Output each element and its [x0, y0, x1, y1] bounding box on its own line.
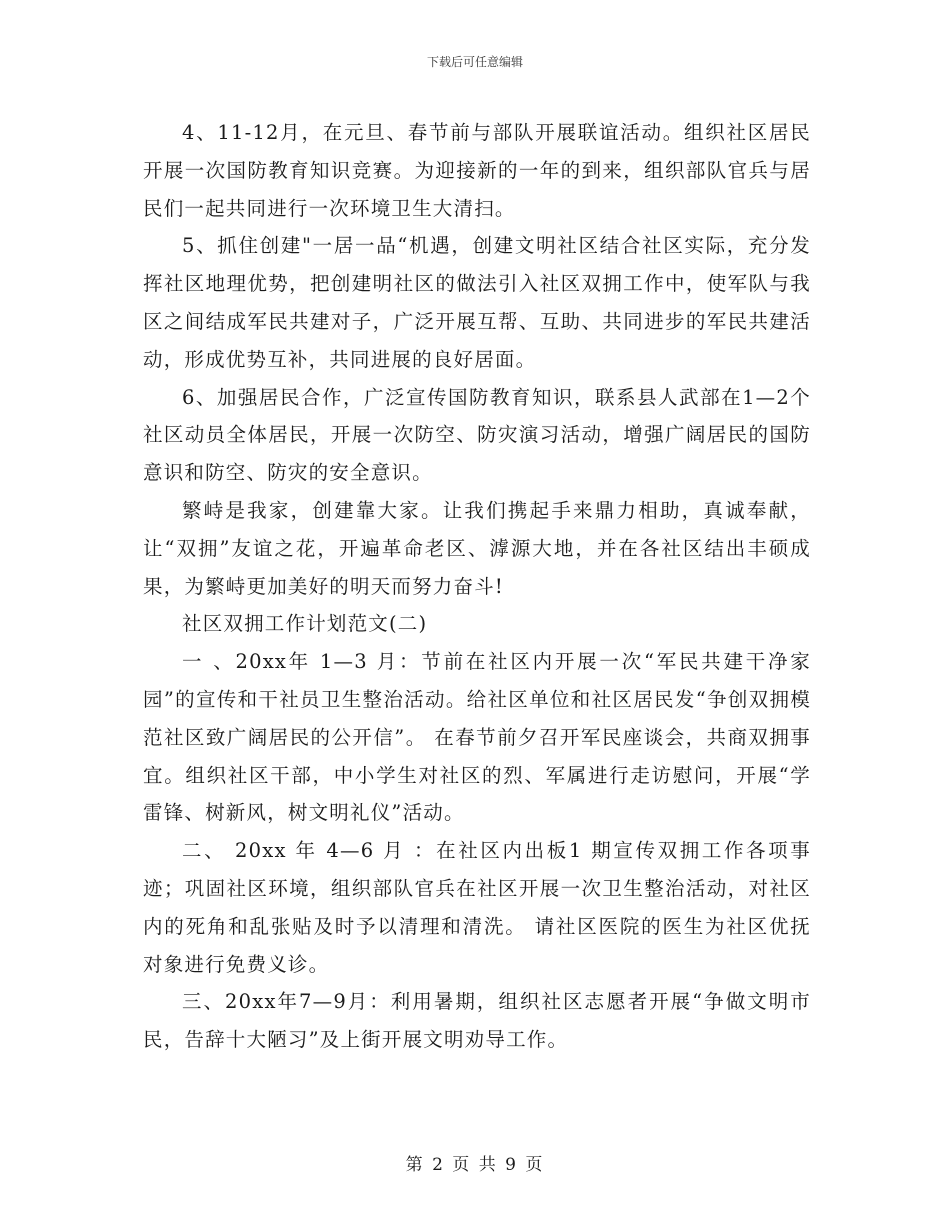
- paragraph-plan-1: 一 、20xx年 1—3 月：节前在社区内开展一次“军民共建干净家园”的宣传和干社员卫生整治活动。给社区单位和社区居民发“争创双拥模范社区致广阔居民的公开信”。 在春节前夕召开军民座谈会，共商双拥事宜。组织社区干部，中小学生对社区的烈、军属进行走访慰问，开展“学雷锋、树新风，树文明礼仪”活动。: [143, 650, 811, 825]
- page-header-note: 下载后可任意编辑: [426, 55, 523, 69]
- page-number: 第 2 页 共 9 页: [405, 1155, 545, 1175]
- paragraph-closing: 繁峙是我家，创建靠大家。让我们携起手来鼎力相助，真诚奉献，让“双拥”友谊之花，开遍革命老区、滹源大地，并在各社区结出丰硕成果，为繁峙更加美好的明天而努力奋斗!: [143, 498, 811, 598]
- paragraph-item-6: 6、加强居民合作，广泛宣传国防教育知识，联系县人武部在1—2个社区动员全体居民，开展一次防空、防灾演习活动，增强广阔居民的国防意识和防空、防灾的安全意识。: [143, 385, 811, 485]
- document-body: [143, 114, 811, 1059]
- section-heading: 社区双拥工作计划范文(二): [182, 612, 428, 636]
- paragraph-item-5: 5、抓住创建"一居一品“机遇，创建文明社区结合社区实际，充分发挥社区地理优势，把创建明社区的做法引入社区双拥工作中，使军队与我区之间结成军民共建对子，广泛开展互帮、互助、共同进步的军民共建活动，形成优势互补，共同进展的良好居面。: [143, 234, 811, 371]
- paragraph-item-4: 4、11-12月，在元旦、春节前与部队开展联谊活动。组织社区居民开展一次国防教育知识竞赛。为迎接新的一年的到来，组织部队官兵与居民们一起共同进行一次环境卫生大清扫。: [143, 121, 811, 220]
- paragraph-plan-2: 二、 20xx 年 4—6 月 ：在社区内出板1 期宣传双拥工作各项事迹；巩固社区环境，组织部队官兵在社区开展一次卫生整治活动，对社区内的死角和乱张贴及时予以清理和清洗。 请社区医院的医生为社区优抚对象进行免费义诊。: [143, 839, 811, 976]
- paragraph-plan-3: 三、20xx年7—9月：利用暑期，组织社区志愿者开展“争做文明市民，告辞十大陋习”及上街开展文明劝导工作。: [143, 990, 811, 1052]
